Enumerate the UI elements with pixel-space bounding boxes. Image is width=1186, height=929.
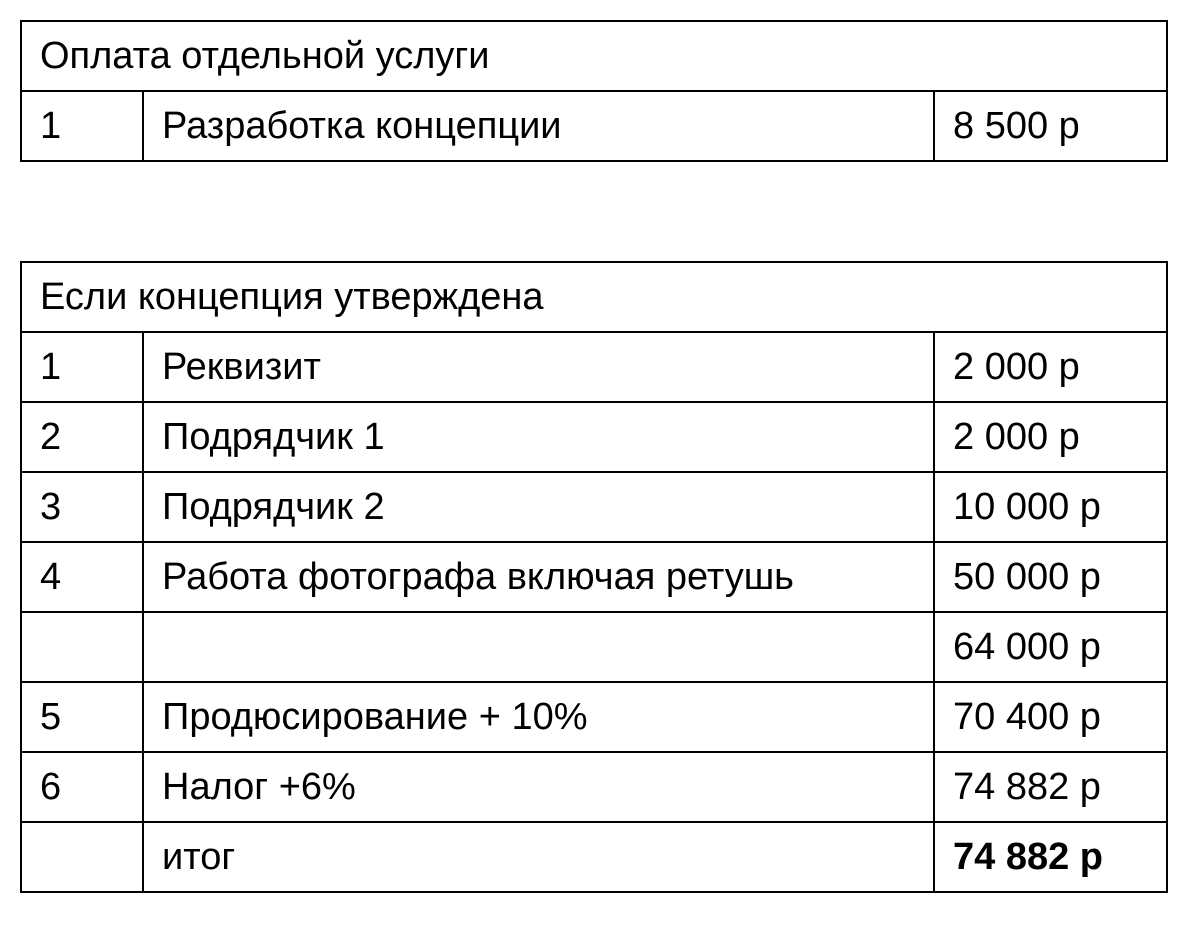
table-row — [21, 332, 1167, 402]
row-number: 6 — [21, 752, 143, 822]
row-name: Реквизит — [143, 332, 934, 402]
subtotal-row — [21, 612, 1167, 682]
row-number: 1 — [21, 91, 143, 161]
row-number: 3 — [21, 472, 143, 542]
table-row — [21, 542, 1167, 612]
table-row — [21, 472, 1167, 542]
row-number: 5 — [21, 682, 143, 752]
table-title-row — [21, 21, 1167, 91]
row-name: Налог +6% — [143, 752, 934, 822]
total-price: 74 882 р — [934, 822, 1167, 892]
row-price: 8 500 р — [934, 91, 1167, 161]
row-number — [21, 822, 143, 892]
table-title-row — [21, 262, 1167, 332]
row-price: 74 882 р — [934, 752, 1167, 822]
table-title: Оплата отдельной услуги — [21, 21, 1167, 91]
subtotal-price: 64 000 р — [934, 612, 1167, 682]
row-price: 70 400 р — [934, 682, 1167, 752]
table-row — [21, 91, 1167, 161]
row-price: 10 000 р — [934, 472, 1167, 542]
row-price: 2 000 р — [934, 332, 1167, 402]
row-name: Работа фотографа включая ретушь — [143, 542, 934, 612]
total-label: итог — [143, 822, 934, 892]
row-name: Подрядчик 2 — [143, 472, 934, 542]
row-number: 4 — [21, 542, 143, 612]
row-name: Подрядчик 1 — [143, 402, 934, 472]
table-row — [21, 402, 1167, 472]
single-service-table — [20, 20, 1168, 162]
row-price: 2 000 р — [934, 402, 1167, 472]
row-name — [143, 612, 934, 682]
row-name: Продюсирование + 10% — [143, 682, 934, 752]
row-number: 1 — [21, 332, 143, 402]
approved-concept-table — [20, 261, 1168, 893]
table-row — [21, 682, 1167, 752]
row-number — [21, 612, 143, 682]
table-row — [21, 752, 1167, 822]
row-price: 50 000 р — [934, 542, 1167, 612]
total-row — [21, 822, 1167, 892]
row-number: 2 — [21, 402, 143, 472]
row-name: Разработка концепции — [143, 91, 934, 161]
table-title: Если концепция утверждена — [21, 262, 1167, 332]
